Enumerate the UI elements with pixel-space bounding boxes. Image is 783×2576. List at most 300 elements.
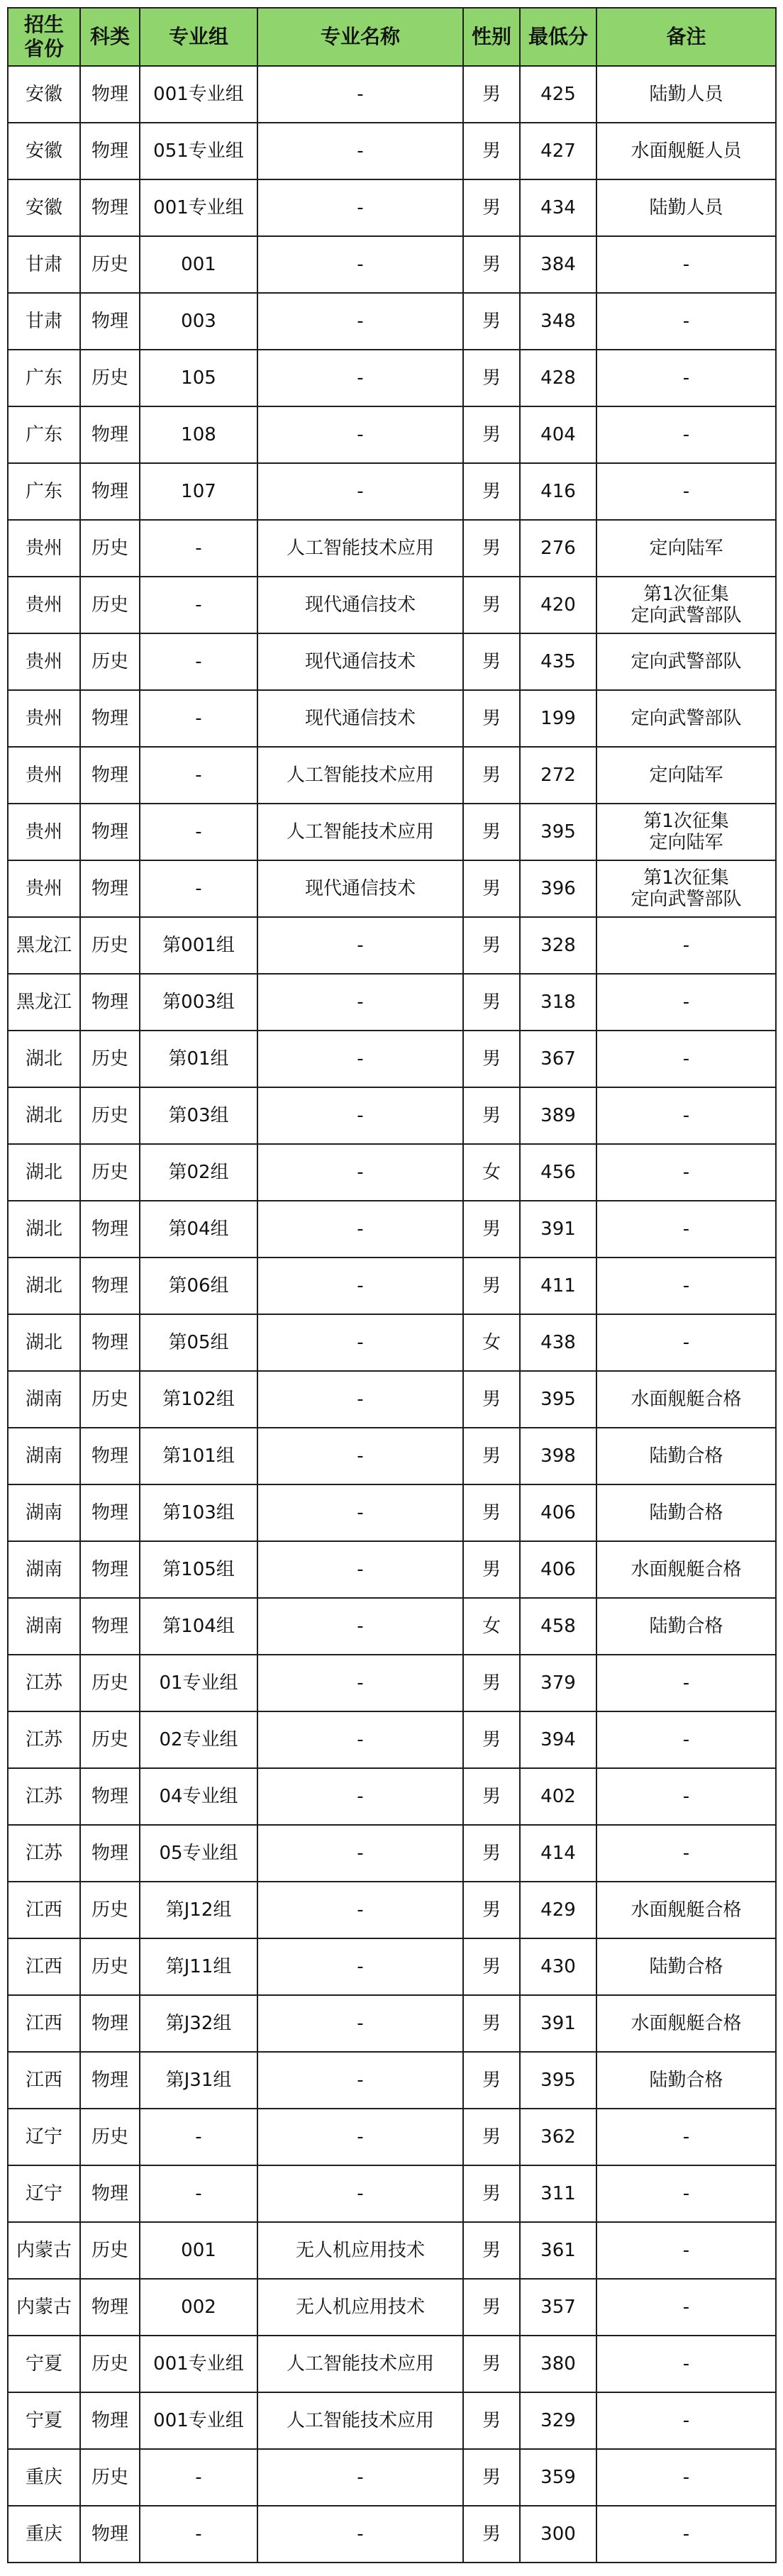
cell-category: 物理 [80,1541,140,1598]
cell-min-score: 411 [520,1258,596,1314]
cell-remarks: - [596,1655,776,1711]
cell-category: 物理 [80,1201,140,1258]
cell-major-group: 第103组 [140,1484,257,1541]
cell-major-group: 051专业组 [140,123,257,179]
table-row [8,1655,776,1711]
cell-gender: 男 [463,1655,520,1711]
cell-min-score: 311 [520,2165,596,2222]
header-row [8,8,776,66]
cell-min-score: 367 [520,1031,596,1087]
table-row [8,1258,776,1314]
table-row [8,1825,776,1882]
cell-remarks: - [596,2449,776,2506]
cell-category: 物理 [80,1484,140,1541]
cell-gender: 男 [463,690,520,747]
cell-category: 物理 [80,2052,140,2109]
cell-major-group: 第003组 [140,974,257,1031]
cell-remarks: - [596,1314,776,1371]
cell-province: 江西 [8,1882,80,1938]
cell-remarks: 水面舰艇合格 [596,1371,776,1428]
cell-min-score: 395 [520,804,596,860]
cell-gender: 男 [463,463,520,520]
table-row [8,1882,776,1938]
cell-min-score: 396 [520,860,596,917]
table-row [8,974,776,1031]
cell-major-name: - [257,2109,463,2165]
cell-gender: 男 [463,2279,520,2336]
cell-province: 内蒙古 [8,2222,80,2279]
cell-min-score: 434 [520,179,596,236]
cell-remarks: 陆勤合格 [596,2052,776,2109]
cell-min-score: 272 [520,747,596,804]
cell-category: 历史 [80,1938,140,1995]
cell-province: 甘肃 [8,293,80,350]
cell-major-name: - [257,2506,463,2563]
cell-province: 重庆 [8,2449,80,2506]
cell-gender: 男 [463,1938,520,1995]
cell-gender: 男 [463,1087,520,1144]
cell-major-name: 人工智能技术应用 [257,2392,463,2449]
cell-major-group: 001 [140,236,257,293]
cell-major-group: 001专业组 [140,66,257,123]
cell-major-group: - [140,520,257,577]
table-row [8,1938,776,1995]
cell-gender: 男 [463,2109,520,2165]
cell-remarks: - [596,2336,776,2392]
cell-category: 物理 [80,690,140,747]
cell-remarks: - [596,1768,776,1825]
cell-major-name: - [257,974,463,1031]
table-row [8,1201,776,1258]
cell-category: 物理 [80,1258,140,1314]
cell-major-name: 现代通信技术 [257,633,463,690]
table-row [8,1484,776,1541]
table-row [8,66,776,123]
header-province: 招生 省份 [8,8,80,66]
cell-gender: 男 [463,633,520,690]
cell-min-score: 361 [520,2222,596,2279]
cell-remarks: - [596,2165,776,2222]
cell-min-score: 348 [520,293,596,350]
cell-gender: 男 [463,1201,520,1258]
cell-category: 历史 [80,1655,140,1711]
cell-remarks: - [596,1258,776,1314]
cell-min-score: 199 [520,690,596,747]
cell-gender: 男 [463,1484,520,1541]
cell-major-name: - [257,1371,463,1428]
cell-min-score: 328 [520,917,596,974]
cell-province: 贵州 [8,520,80,577]
cell-category: 历史 [80,633,140,690]
cell-category: 历史 [80,520,140,577]
cell-remarks: - [596,350,776,406]
cell-major-name: - [257,1825,463,1882]
cell-remarks: - [596,2506,776,2563]
cell-category: 历史 [80,2336,140,2392]
table-row [8,2392,776,2449]
cell-major-group: 02专业组 [140,1711,257,1768]
cell-province: 安徽 [8,123,80,179]
cell-min-score: 402 [520,1768,596,1825]
cell-major-group: - [140,633,257,690]
cell-province: 内蒙古 [8,2279,80,2336]
cell-major-name: - [257,1541,463,1598]
cell-province: 宁夏 [8,2336,80,2392]
cell-remarks: - [596,974,776,1031]
cell-gender: 男 [463,236,520,293]
cell-province: 江西 [8,1938,80,1995]
cell-min-score: 276 [520,520,596,577]
cell-category: 物理 [80,463,140,520]
cell-min-score: 384 [520,236,596,293]
table-row [8,917,776,974]
cell-gender: 男 [463,1258,520,1314]
cell-min-score: 318 [520,974,596,1031]
cell-remarks: - [596,293,776,350]
cell-gender: 男 [463,520,520,577]
cell-gender: 男 [463,2222,520,2279]
table-row [8,1541,776,1598]
cell-min-score: 406 [520,1484,596,1541]
cell-major-group: 第J11组 [140,1938,257,1995]
cell-category: 物理 [80,1768,140,1825]
cell-min-score: 391 [520,1201,596,1258]
cell-gender: 男 [463,1825,520,1882]
cell-province: 甘肃 [8,236,80,293]
table-row [8,1031,776,1087]
cell-remarks: - [596,2222,776,2279]
cell-category: 物理 [80,406,140,463]
cell-category: 物理 [80,1428,140,1484]
cell-major-name: - [257,2449,463,2506]
table-row [8,747,776,804]
cell-min-score: 406 [520,1541,596,1598]
cell-major-name: 人工智能技术应用 [257,520,463,577]
cell-major-name: - [257,1938,463,1995]
cell-gender: 男 [463,1428,520,1484]
table-row [8,2109,776,2165]
cell-remarks: - [596,2392,776,2449]
cell-category: 历史 [80,2109,140,2165]
cell-category: 物理 [80,179,140,236]
cell-major-group: 第J31组 [140,2052,257,2109]
cell-min-score: 394 [520,1711,596,1768]
cell-min-score: 438 [520,1314,596,1371]
cell-gender: 男 [463,2392,520,2449]
cell-major-group: 第06组 [140,1258,257,1314]
cell-category: 物理 [80,2392,140,2449]
cell-gender: 男 [463,860,520,917]
cell-major-group: 第001组 [140,917,257,974]
cell-min-score: 429 [520,1882,596,1938]
cell-remarks: - [596,406,776,463]
cell-remarks: - [596,917,776,974]
cell-category: 物理 [80,66,140,123]
cell-major-group: - [140,2165,257,2222]
cell-category: 物理 [80,1825,140,1882]
cell-major-name: - [257,1711,463,1768]
cell-province: 湖北 [8,1087,80,1144]
cell-gender: 男 [463,1768,520,1825]
cell-major-group: 001专业组 [140,2392,257,2449]
cell-province: 贵州 [8,747,80,804]
cell-major-group: 001专业组 [140,2336,257,2392]
cell-major-name: - [257,1258,463,1314]
table-row [8,236,776,293]
header-min-score: 最低分 [520,8,596,66]
cell-category: 历史 [80,577,140,633]
cell-major-group: 04专业组 [140,1768,257,1825]
cell-remarks: - [596,236,776,293]
cell-remarks: 陆勤合格 [596,1484,776,1541]
cell-remarks: 第1次征集 定向陆军 [596,804,776,860]
cell-major-group: - [140,577,257,633]
cell-remarks: 陆勤合格 [596,1598,776,1655]
table-row [8,2506,776,2563]
cell-major-name: - [257,917,463,974]
cell-category: 物理 [80,1995,140,2052]
cell-gender: 男 [463,1371,520,1428]
cell-gender: 男 [463,577,520,633]
cell-category: 历史 [80,1144,140,1201]
cell-category: 物理 [80,747,140,804]
cell-remarks: 定向陆军 [596,747,776,804]
cell-major-name: - [257,1314,463,1371]
table-row [8,1711,776,1768]
cell-remarks: - [596,2109,776,2165]
cell-gender: 女 [463,1144,520,1201]
cell-major-name: - [257,1655,463,1711]
cell-province: 安徽 [8,66,80,123]
cell-gender: 男 [463,974,520,1031]
cell-province: 湖北 [8,1031,80,1087]
cell-category: 物理 [80,1598,140,1655]
cell-min-score: 395 [520,1371,596,1428]
cell-min-score: 425 [520,66,596,123]
cell-province: 贵州 [8,804,80,860]
cell-remarks: 定向武警部队 [596,690,776,747]
cell-remarks: 第1次征集 定向武警部队 [596,577,776,633]
cell-major-name: 人工智能技术应用 [257,2336,463,2392]
cell-category: 历史 [80,2222,140,2279]
cell-category: 历史 [80,1087,140,1144]
table-row [8,406,776,463]
cell-major-group: - [140,2109,257,2165]
cell-major-name: - [257,1428,463,1484]
cell-min-score: 300 [520,2506,596,2563]
cell-remarks: 陆勤合格 [596,1938,776,1995]
cell-province: 宁夏 [8,2392,80,2449]
cell-major-group: 第04组 [140,1201,257,1258]
cell-min-score: 414 [520,1825,596,1882]
cell-major-name: 现代通信技术 [257,577,463,633]
table-row [8,2449,776,2506]
cell-major-name: - [257,123,463,179]
table-row [8,690,776,747]
cell-major-group: 01专业组 [140,1655,257,1711]
cell-major-name: - [257,1031,463,1087]
cell-gender: 男 [463,2449,520,2506]
cell-min-score: 329 [520,2392,596,2449]
cell-category: 历史 [80,1031,140,1087]
cell-category: 历史 [80,1711,140,1768]
cell-remarks: - [596,2279,776,2336]
cell-gender: 男 [463,2165,520,2222]
cell-province: 湖南 [8,1371,80,1428]
cell-category: 物理 [80,2506,140,2563]
cell-min-score: 379 [520,1655,596,1711]
cell-min-score: 430 [520,1938,596,1995]
cell-major-group: - [140,860,257,917]
cell-major-group: - [140,2449,257,2506]
table-row [8,179,776,236]
cell-min-score: 362 [520,2109,596,2165]
cell-category: 物理 [80,804,140,860]
cell-major-group: 第02组 [140,1144,257,1201]
cell-province: 贵州 [8,633,80,690]
cell-major-group: 001 [140,2222,257,2279]
header-remarks: 备注 [596,8,776,66]
cell-major-name: - [257,1201,463,1258]
cell-gender: 男 [463,2506,520,2563]
cell-gender: 女 [463,1598,520,1655]
cell-gender: 男 [463,66,520,123]
header-gender: 性别 [463,8,520,66]
cell-gender: 男 [463,1541,520,1598]
cell-province: 广东 [8,463,80,520]
cell-min-score: 359 [520,2449,596,2506]
table-row [8,1768,776,1825]
header-major-group: 专业组 [140,8,257,66]
cell-province: 黑龙江 [8,974,80,1031]
cell-major-group: 002 [140,2279,257,2336]
header-category: 科类 [80,8,140,66]
table-row [8,520,776,577]
cell-min-score: 380 [520,2336,596,2392]
cell-gender: 男 [463,123,520,179]
table-row [8,350,776,406]
cell-major-group: 第101组 [140,1428,257,1484]
cell-gender: 男 [463,1882,520,1938]
cell-province: 湖南 [8,1428,80,1484]
cell-remarks: 水面舰艇合格 [596,1882,776,1938]
cell-min-score: 435 [520,633,596,690]
cell-category: 物理 [80,2165,140,2222]
cell-major-group: 第105组 [140,1541,257,1598]
cell-major-group: 001专业组 [140,179,257,236]
table-row [8,2279,776,2336]
cell-major-group: 003 [140,293,257,350]
cell-major-name: - [257,293,463,350]
table-row [8,2165,776,2222]
cell-min-score: 398 [520,1428,596,1484]
cell-major-name: - [257,1144,463,1201]
cell-major-group: 第05组 [140,1314,257,1371]
cell-province: 重庆 [8,2506,80,2563]
admission-scores-table [7,7,777,2563]
cell-remarks: 水面舰艇合格 [596,1995,776,2052]
cell-major-group: 第102组 [140,1371,257,1428]
table-row [8,1598,776,1655]
cell-gender: 男 [463,406,520,463]
cell-major-group: - [140,2506,257,2563]
cell-major-name: - [257,179,463,236]
cell-remarks: 陆勤人员 [596,179,776,236]
cell-major-name: - [257,2052,463,2109]
cell-province: 黑龙江 [8,917,80,974]
cell-min-score: 404 [520,406,596,463]
cell-remarks: - [596,1144,776,1201]
cell-province: 湖南 [8,1484,80,1541]
cell-min-score: 456 [520,1144,596,1201]
cell-major-group: 第03组 [140,1087,257,1144]
cell-province: 贵州 [8,860,80,917]
cell-category: 物理 [80,1314,140,1371]
cell-gender: 女 [463,1314,520,1371]
cell-major-name: - [257,236,463,293]
cell-gender: 男 [463,1711,520,1768]
cell-min-score: 458 [520,1598,596,1655]
cell-major-group: - [140,804,257,860]
cell-category: 历史 [80,2449,140,2506]
cell-gender: 男 [463,917,520,974]
cell-min-score: 391 [520,1995,596,2052]
cell-province: 湖北 [8,1314,80,1371]
table-row [8,1995,776,2052]
cell-major-group: 第J32组 [140,1995,257,2052]
table-row [8,1144,776,1201]
cell-major-name: 人工智能技术应用 [257,747,463,804]
table-row [8,123,776,179]
cell-category: 物理 [80,123,140,179]
cell-category: 历史 [80,350,140,406]
cell-province: 贵州 [8,690,80,747]
cell-category: 历史 [80,1882,140,1938]
cell-major-group: 第J12组 [140,1882,257,1938]
cell-remarks: 第1次征集 定向武警部队 [596,860,776,917]
cell-remarks: 水面舰艇合格 [596,1541,776,1598]
table-row [8,2222,776,2279]
cell-major-group: 105 [140,350,257,406]
cell-min-score: 420 [520,577,596,633]
cell-major-name: - [257,1882,463,1938]
cell-province: 湖北 [8,1144,80,1201]
table-row [8,804,776,860]
cell-remarks: - [596,1711,776,1768]
cell-remarks: 陆勤人员 [596,66,776,123]
table-row [8,1314,776,1371]
cell-remarks: - [596,463,776,520]
cell-major-group: 107 [140,463,257,520]
table-row [8,633,776,690]
cell-gender: 男 [463,747,520,804]
cell-category: 物理 [80,860,140,917]
cell-major-group: - [140,690,257,747]
cell-province: 江苏 [8,1711,80,1768]
cell-gender: 男 [463,179,520,236]
cell-min-score: 427 [520,123,596,179]
cell-category: 物理 [80,293,140,350]
cell-province: 辽宁 [8,2165,80,2222]
cell-province: 湖南 [8,1598,80,1655]
cell-major-name: 无人机应用技术 [257,2279,463,2336]
cell-province: 江西 [8,1995,80,2052]
table-row [8,463,776,520]
cell-province: 江苏 [8,1825,80,1882]
cell-min-score: 357 [520,2279,596,2336]
cell-remarks: - [596,1201,776,1258]
table-row [8,2052,776,2109]
